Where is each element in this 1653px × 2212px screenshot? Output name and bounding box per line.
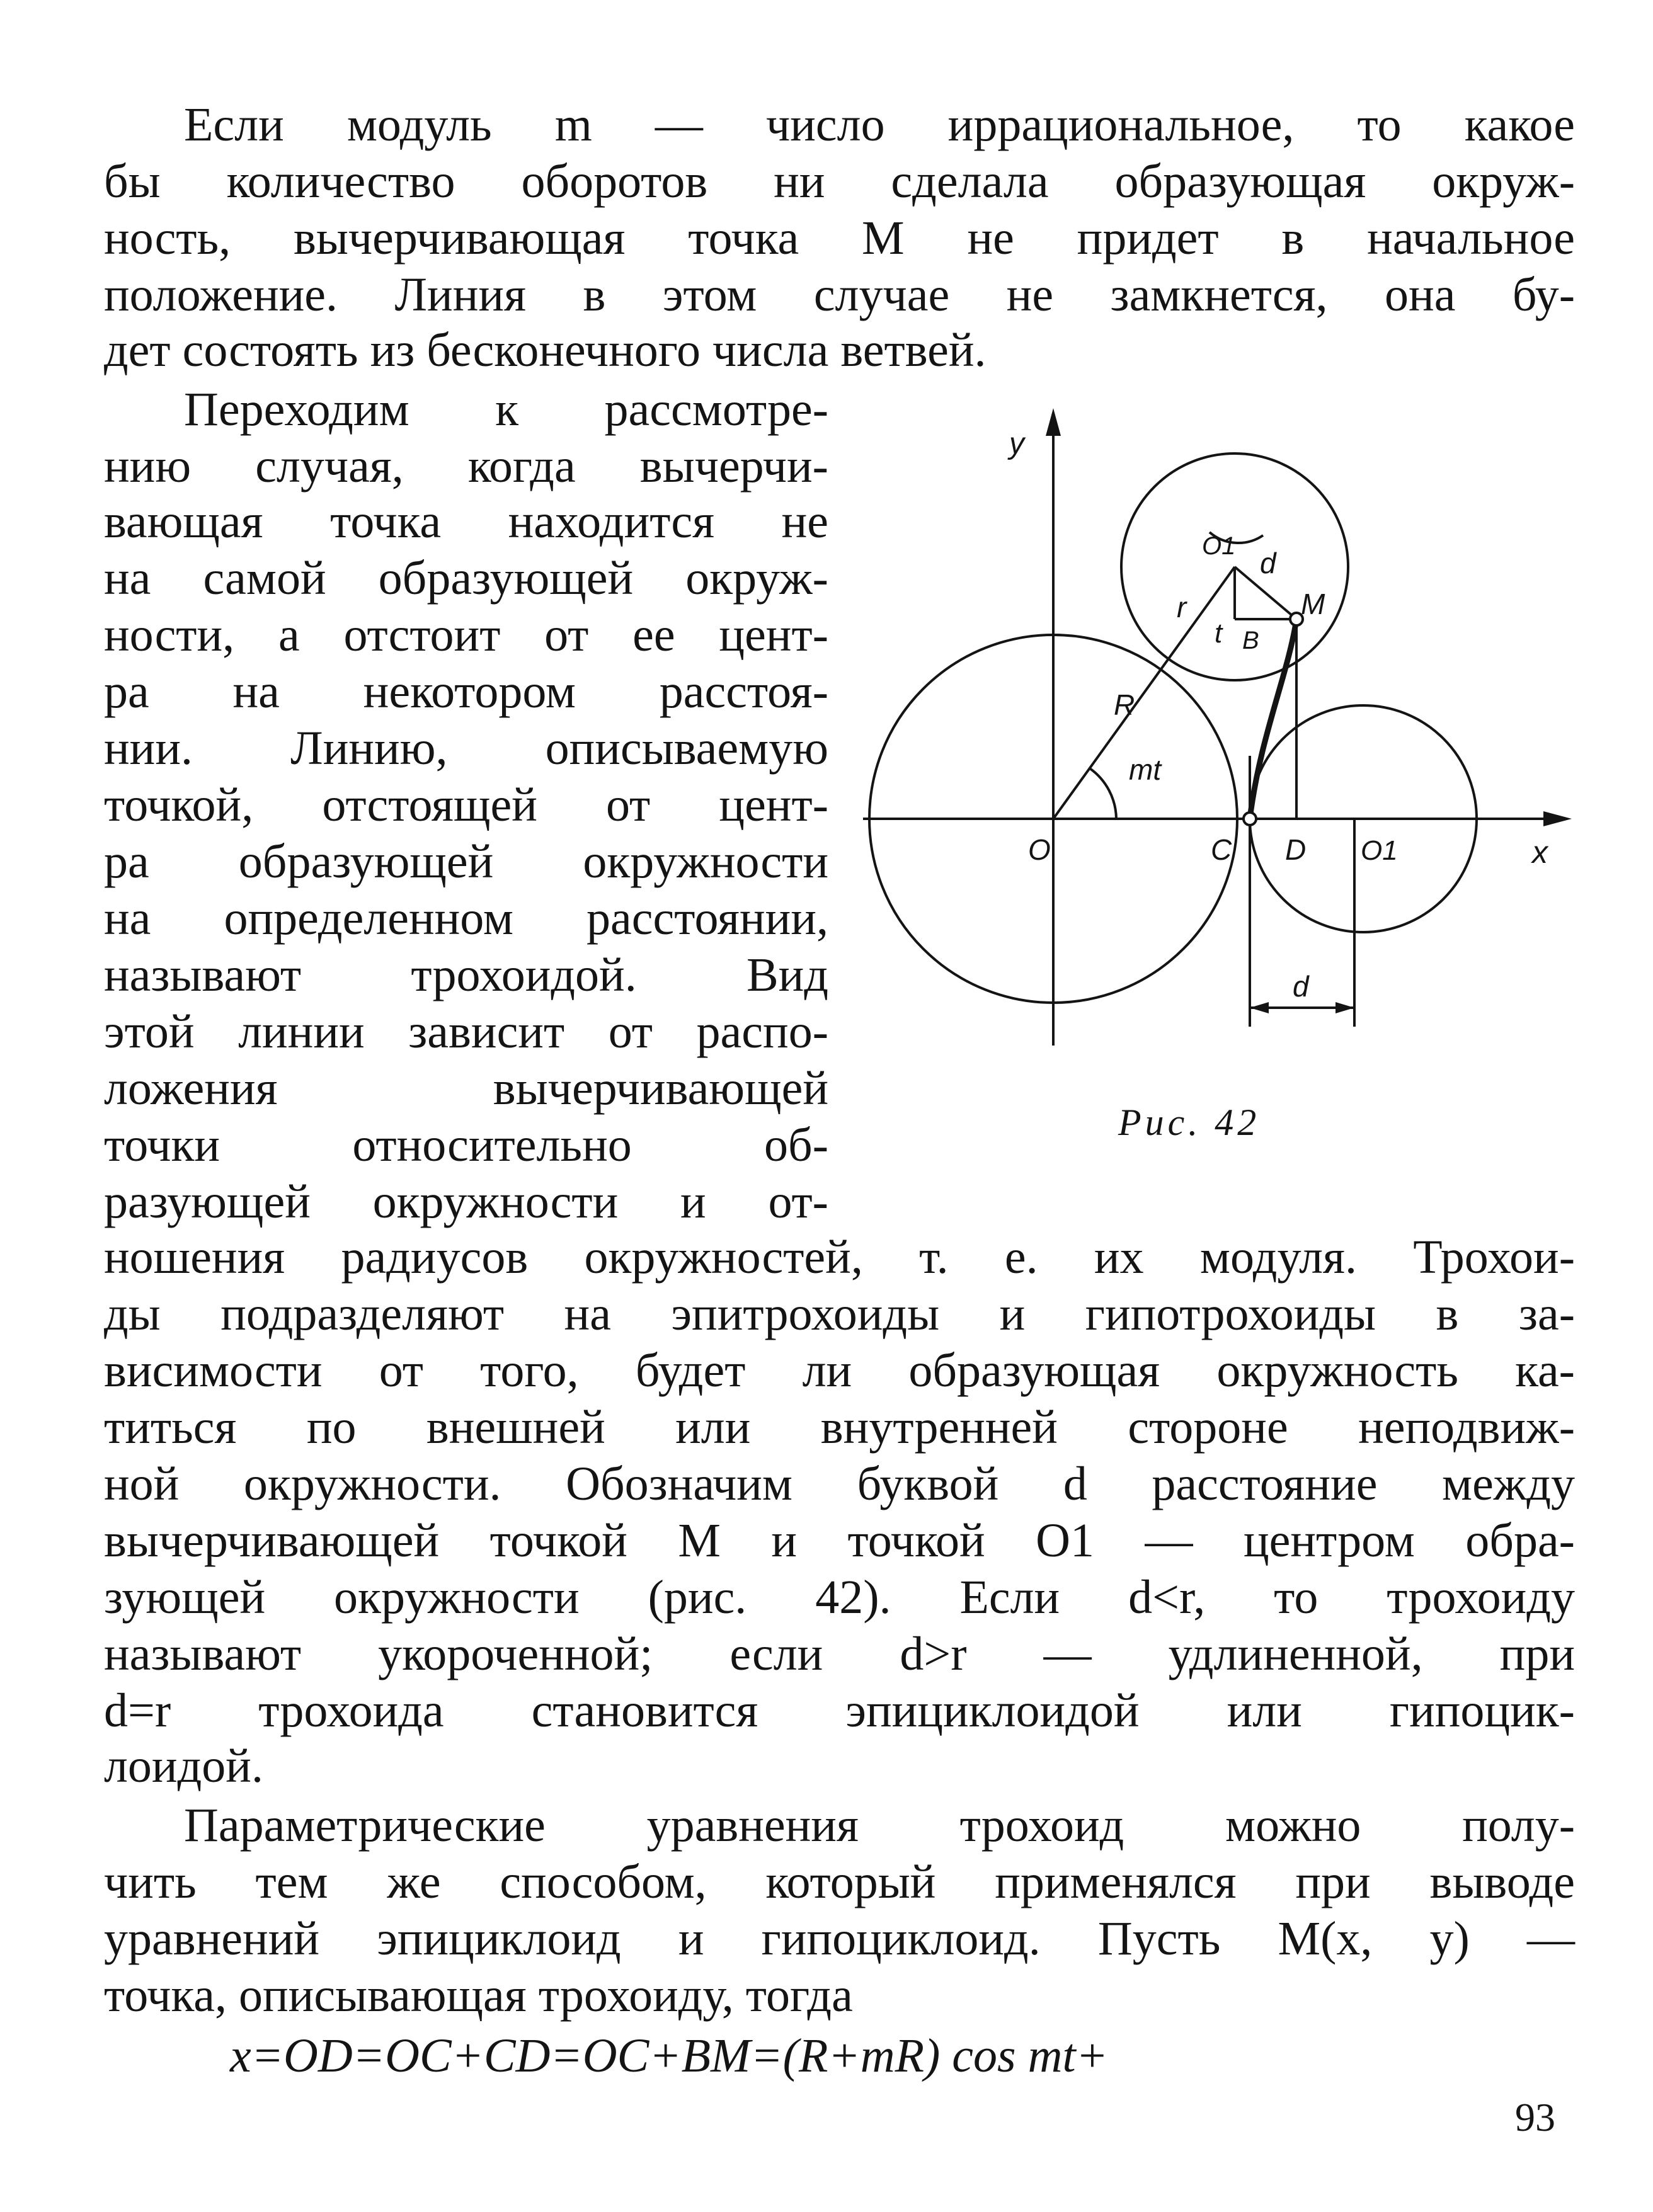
- text-line-32: чить тем же способом, который применялся при выводе: [104, 1856, 1575, 1908]
- label-d-bottom: d: [1293, 970, 1309, 1003]
- text-line-1: Если модуль m — число иррациональное, то какое: [184, 98, 1575, 151]
- text-line-2: бы количество оборотов ни сделала образующая окруж-: [104, 155, 1575, 208]
- label-O1-top: O1: [1202, 532, 1236, 560]
- label-y: y: [1009, 427, 1024, 460]
- text-line-22: ды подразделяют на эпитрохоиды и гипотрохоиды в за-: [104, 1287, 1575, 1340]
- text-line-7: нию случая, когда вычерчи-: [104, 440, 828, 493]
- text-line-19: точки относительно об-: [104, 1119, 828, 1172]
- label-mt: mt: [1129, 753, 1162, 786]
- equation: x=OD=OC+CD=OC+BM=(R+mR) cos mt+: [230, 2029, 1108, 2082]
- text-line-26: вычерчивающей точкой M и точкой O1 — центром обра-: [104, 1514, 1575, 1567]
- text-line-18: ложения вычерчивающей: [104, 1062, 828, 1115]
- text-line-30: лоидой.: [104, 1740, 263, 1793]
- text-line-10: ности, а отстоит от ее цент-: [104, 608, 828, 661]
- point-C: [1244, 812, 1256, 825]
- label-R: R: [1114, 688, 1135, 721]
- label-B: B: [1242, 627, 1259, 654]
- text-line-20: разующей окружности и от-: [104, 1175, 828, 1228]
- text-line-14: ра образующей окружности: [104, 835, 828, 888]
- text-line-6: Переходим к рассмотре-: [184, 383, 828, 436]
- text-line-24: титься по внешней или внутренней стороне неподвиж-: [104, 1401, 1575, 1454]
- label-M: M: [1301, 588, 1325, 620]
- text-line-8: вающая точка находится не: [104, 495, 828, 548]
- text-line-5: дет состоять из бесконечного числа ветвей.: [104, 324, 987, 377]
- label-d-top: d: [1260, 547, 1276, 579]
- text-line-15: на определенном расстоянии,: [104, 892, 828, 945]
- text-line-34: точка, описывающая трохоиду, тогда: [104, 1969, 853, 2022]
- figure-42: [844, 403, 1587, 1071]
- text-line-4: положение. Линия в этом случае не замкнется, она бу-: [104, 268, 1575, 321]
- text-line-11: ра на некотором расстоя-: [104, 665, 828, 718]
- text-line-23: висимости от того, будет ли образующая окружность ка-: [104, 1344, 1575, 1397]
- x-axis-arrow: [1543, 811, 1572, 826]
- text-line-28: называют укороченной; если d>r — удлиненной, при: [104, 1628, 1575, 1680]
- text-line-21: ношения радиусов окружностей, т. е. их модуля. Трохои-: [104, 1231, 1575, 1284]
- label-O: O: [1028, 833, 1051, 866]
- figure-caption: Рис. 42: [1118, 1102, 1261, 1143]
- label-r: r: [1177, 591, 1187, 624]
- label-D: D: [1285, 833, 1307, 866]
- label-x: x: [1532, 835, 1548, 870]
- label-t: t: [1215, 618, 1223, 649]
- text-line-17: этой линии зависит от распо-: [104, 1005, 828, 1058]
- text-line-13: точкой, отстоящей от цент-: [104, 778, 828, 831]
- text-line-27: зующей окружности (рис. 42). Если d<r, то трохоиду: [104, 1571, 1575, 1624]
- text-line-12: нии. Линию, описываемую: [104, 722, 828, 775]
- dim-arrow-right: [1336, 1002, 1354, 1013]
- y-axis-arrow: [1046, 408, 1061, 436]
- text-line-3: ность, вычерчивающая точка M не придет в начальное: [104, 212, 1575, 265]
- text-line-9: на самой образующей окруж-: [104, 552, 828, 605]
- text-line-25: ной окружности. Обозначим буквой d расстояние между: [104, 1457, 1575, 1510]
- label-O1-axis: O1: [1361, 835, 1398, 866]
- angle-mt-arc: [1090, 768, 1116, 819]
- text-line-33: уравнений эпициклоид и гипоциклоид. Пусть M(x, y) —: [104, 1912, 1575, 1965]
- page-number: 93: [1515, 2095, 1555, 2140]
- label-C: C: [1211, 833, 1232, 866]
- text-line-29: d=r трохоида становится эпициклоидой или гипоцик-: [104, 1684, 1575, 1737]
- dim-arrow-left: [1250, 1002, 1269, 1013]
- text-line-16: называют трохоидой. Вид: [104, 949, 828, 1001]
- text-line-31: Параметрические уравнения трохоид можно полу-: [184, 1799, 1575, 1852]
